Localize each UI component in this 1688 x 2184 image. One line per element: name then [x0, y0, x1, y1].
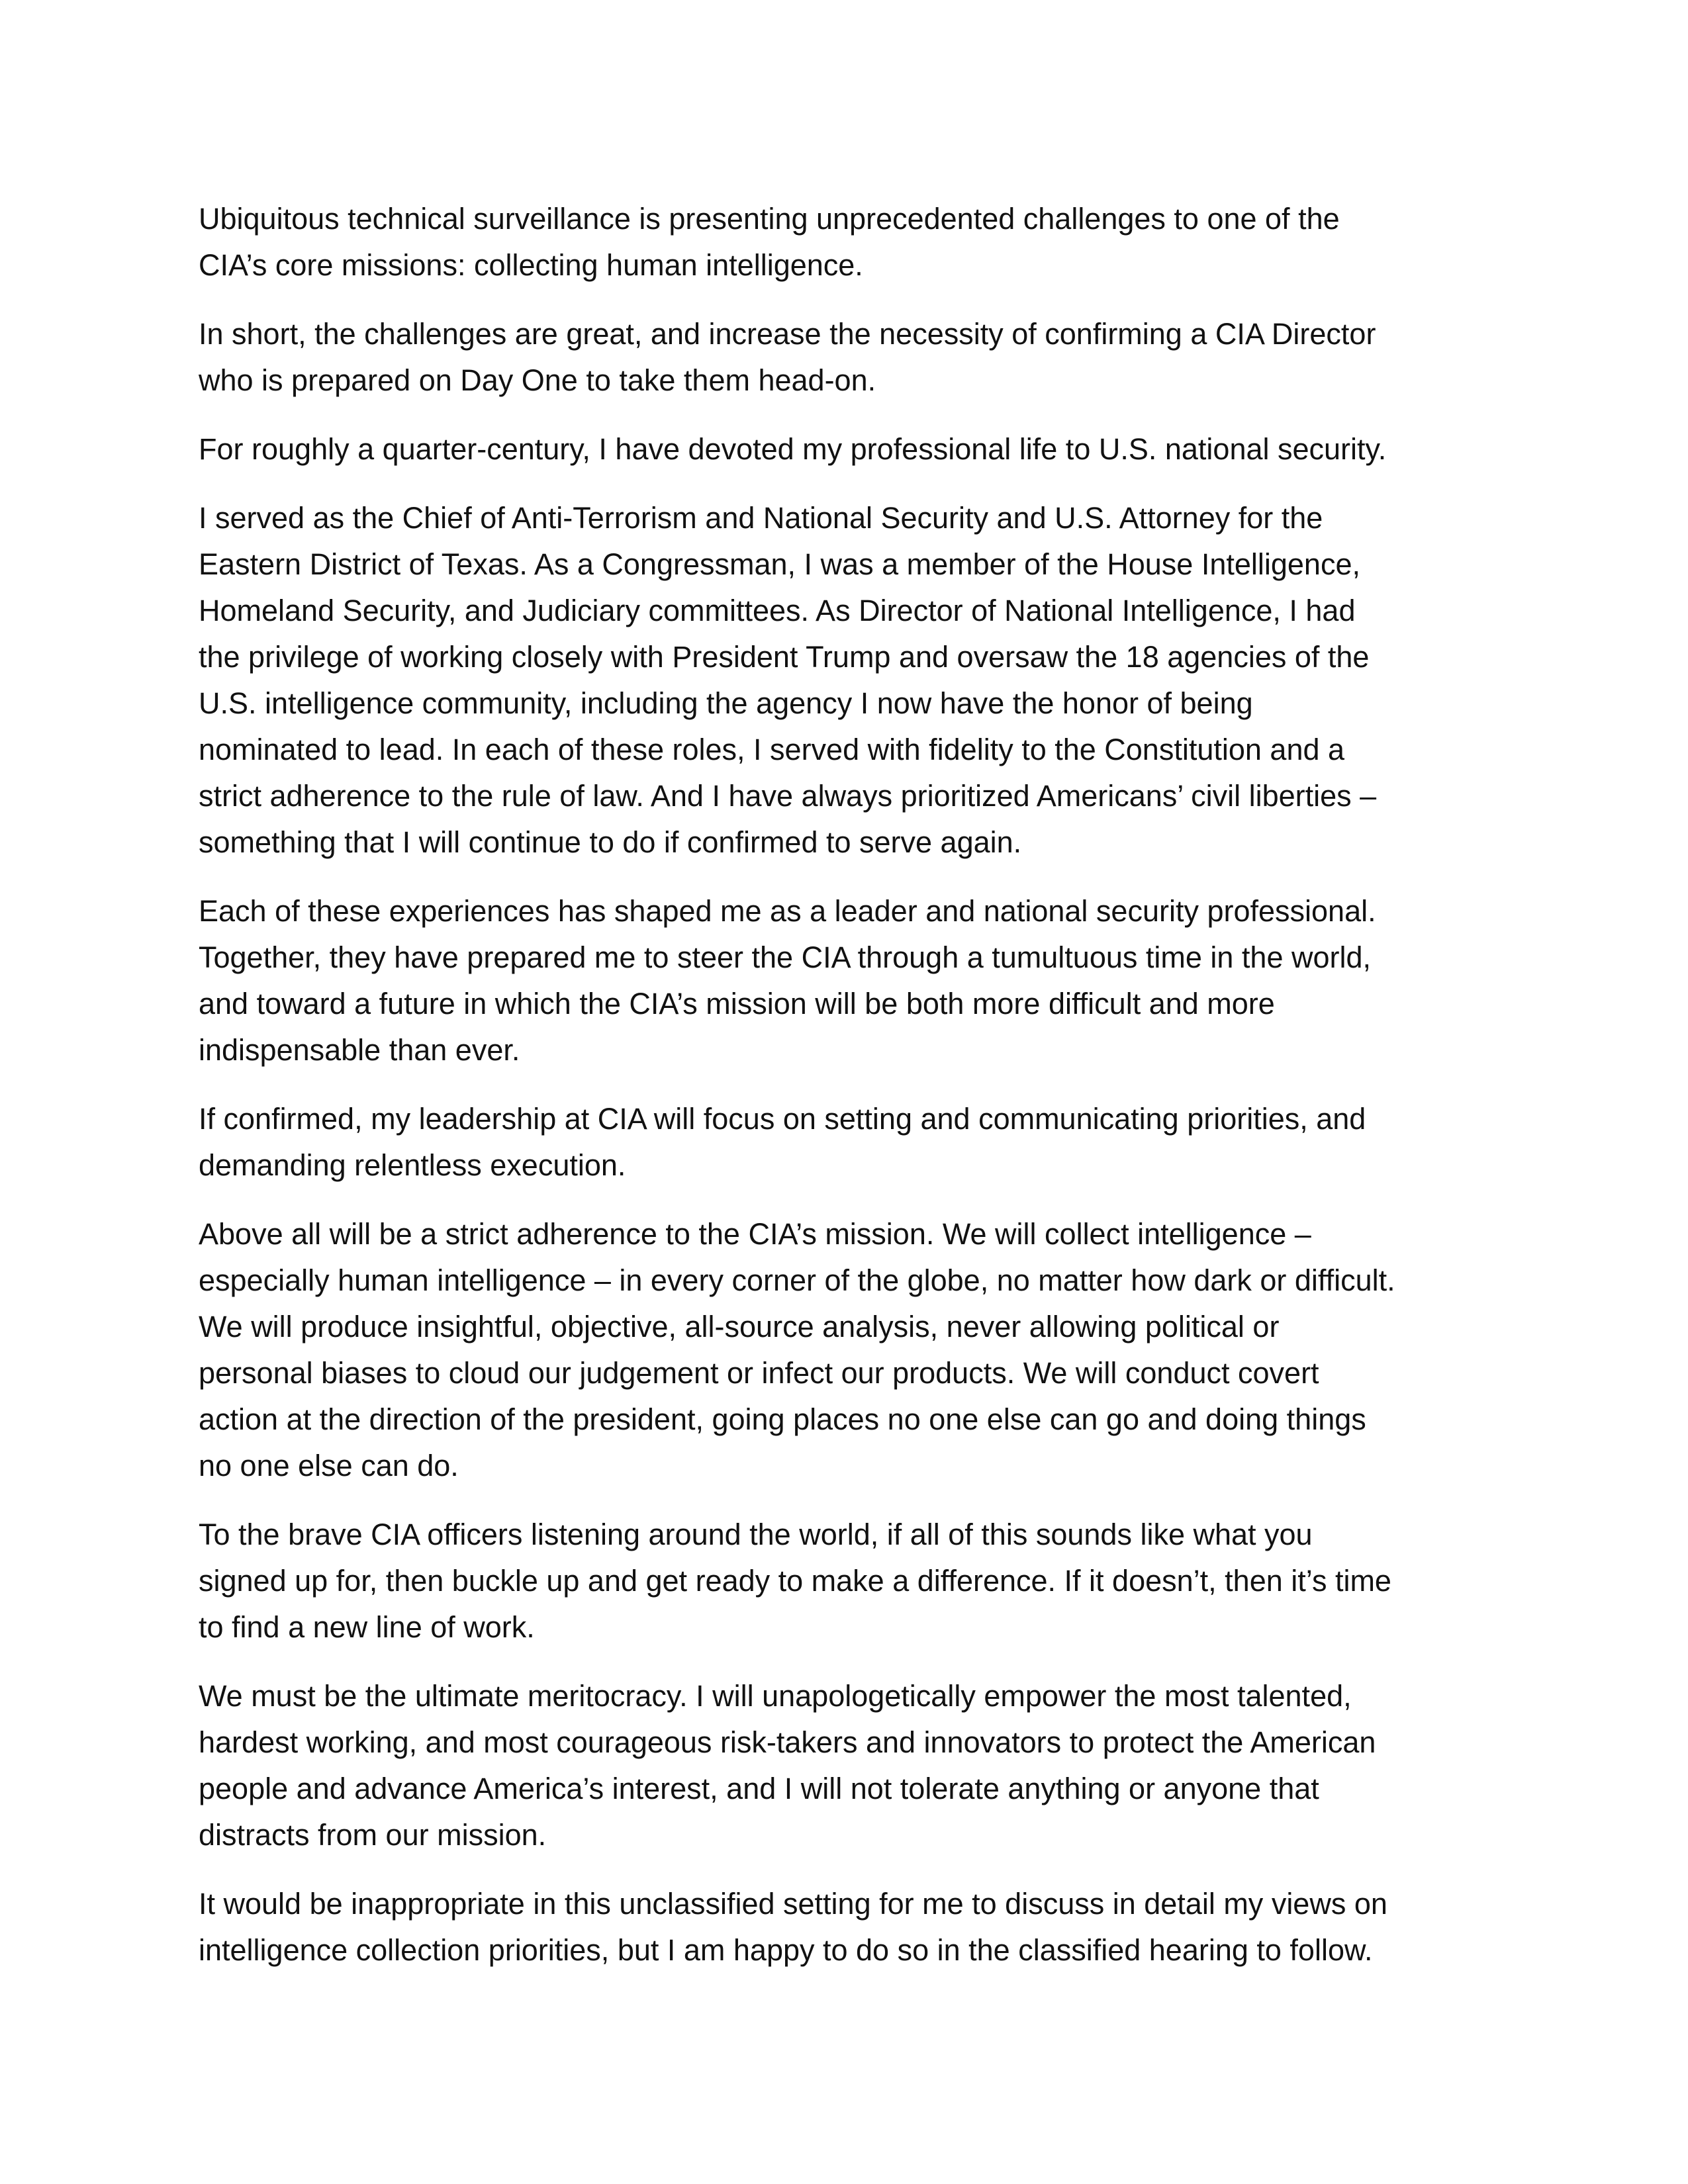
paragraph-line: and toward a future in which the CIA’s mission will be both more difficult and more — [199, 987, 1275, 1021]
paragraph-line: personal biases to cloud our judgement or infect our products. We will conduct covert — [199, 1356, 1319, 1390]
paragraph-line: the privilege of working closely with President Trump and oversaw the 18 agencies of the — [199, 640, 1370, 674]
paragraph-5 — [199, 888, 1496, 1073]
paragraph-line: For roughly a quarter-century, I have devoted my professional life to U.S. national security. — [199, 432, 1387, 466]
paragraph-line: Homeland Security, and Judiciary committees. As Director of National Intelligence, I had — [199, 594, 1356, 627]
paragraph-2 — [199, 311, 1496, 404]
paragraph-1 — [199, 196, 1496, 289]
paragraph-line: I served as the Chief of Anti-Terrorism and National Security and U.S. Attorney for the — [199, 501, 1323, 535]
paragraph-line: nominated to lead. In each of these roles, I served with fidelity to the Constitution and a — [199, 733, 1345, 766]
paragraph-line: demanding relentless execution. — [199, 1148, 626, 1182]
paragraph-line: people and advance America’s interest, and I will not tolerate anything or anyone that — [199, 1772, 1319, 1805]
paragraph-line: To the brave CIA officers listening around the world, if all of this sounds like what you — [199, 1518, 1313, 1551]
paragraph-line: We will produce insightful, objective, all-source analysis, never allowing political or — [199, 1310, 1280, 1343]
paragraph-line: Eastern District of Texas. As a Congressman, I was a member of the House Intelligence, — [199, 547, 1360, 581]
paragraph-line: especially human intelligence – in every corner of the globe, no matter how dark or difficult. — [199, 1263, 1395, 1297]
paragraph-line: intelligence collection priorities, but I am happy to do so in the classified hearing to follow. — [199, 1933, 1373, 1967]
paragraph-line: It would be inappropriate in this unclassified setting for me to discuss in detail my views on — [199, 1887, 1387, 1921]
paragraph-line: action at the direction of the president, going places no one else can go and doing things — [199, 1402, 1366, 1436]
paragraph-line: If confirmed, my leadership at CIA will focus on setting and communicating priorities, and — [199, 1102, 1366, 1136]
paragraph-line: In short, the challenges are great, and increase the necessity of confirming a CIA Director — [199, 317, 1376, 351]
paragraph-line: Together, they have prepared me to steer the CIA through a tumultuous time in the world, — [199, 940, 1372, 974]
paragraph-line: CIA’s core missions: collecting human intelligence. — [199, 248, 863, 282]
paragraph-line: hardest working, and most courageous risk-takers and innovators to protect the American — [199, 1725, 1376, 1759]
paragraph-3 — [199, 426, 1496, 473]
paragraph-line: who is prepared on Day One to take them head-on. — [199, 363, 876, 397]
paragraph-9 — [199, 1673, 1496, 1858]
paragraph-line: We must be the ultimate meritocracy. I will unapologetically empower the most talented, — [199, 1679, 1352, 1713]
paragraph-line: Each of these experiences has shaped me as a leader and national security professional. — [199, 894, 1376, 928]
paragraph-7 — [199, 1211, 1496, 1489]
paragraph-line: no one else can do. — [199, 1449, 459, 1482]
document-body — [199, 196, 1496, 1996]
paragraph-line: U.S. intelligence community, including the agency I now have the honor of being — [199, 686, 1253, 720]
paragraph-line: strict adherence to the rule of law. And I have always prioritized Americans’ civil liberties – — [199, 779, 1377, 813]
paragraph-line: Above all will be a strict adherence to the CIA’s mission. We will collect intelligence – — [199, 1217, 1311, 1251]
paragraph-line: to find a new line of work. — [199, 1610, 535, 1644]
paragraph-line: distracts from our mission. — [199, 1818, 547, 1852]
paragraph-6 — [199, 1096, 1496, 1189]
paragraph-10 — [199, 1881, 1496, 1974]
paragraph-line: something that I will continue to do if confirmed to serve again. — [199, 825, 1022, 859]
paragraph-4 — [199, 495, 1496, 866]
paragraph-line: indispensable than ever. — [199, 1033, 520, 1067]
paragraph-line: Ubiquitous technical surveillance is presenting unprecedented challenges to one of the — [199, 202, 1340, 236]
paragraph-8 — [199, 1512, 1496, 1651]
paragraph-line: signed up for, then buckle up and get ready to make a difference. If it doesn’t, then it’s time — [199, 1564, 1391, 1598]
